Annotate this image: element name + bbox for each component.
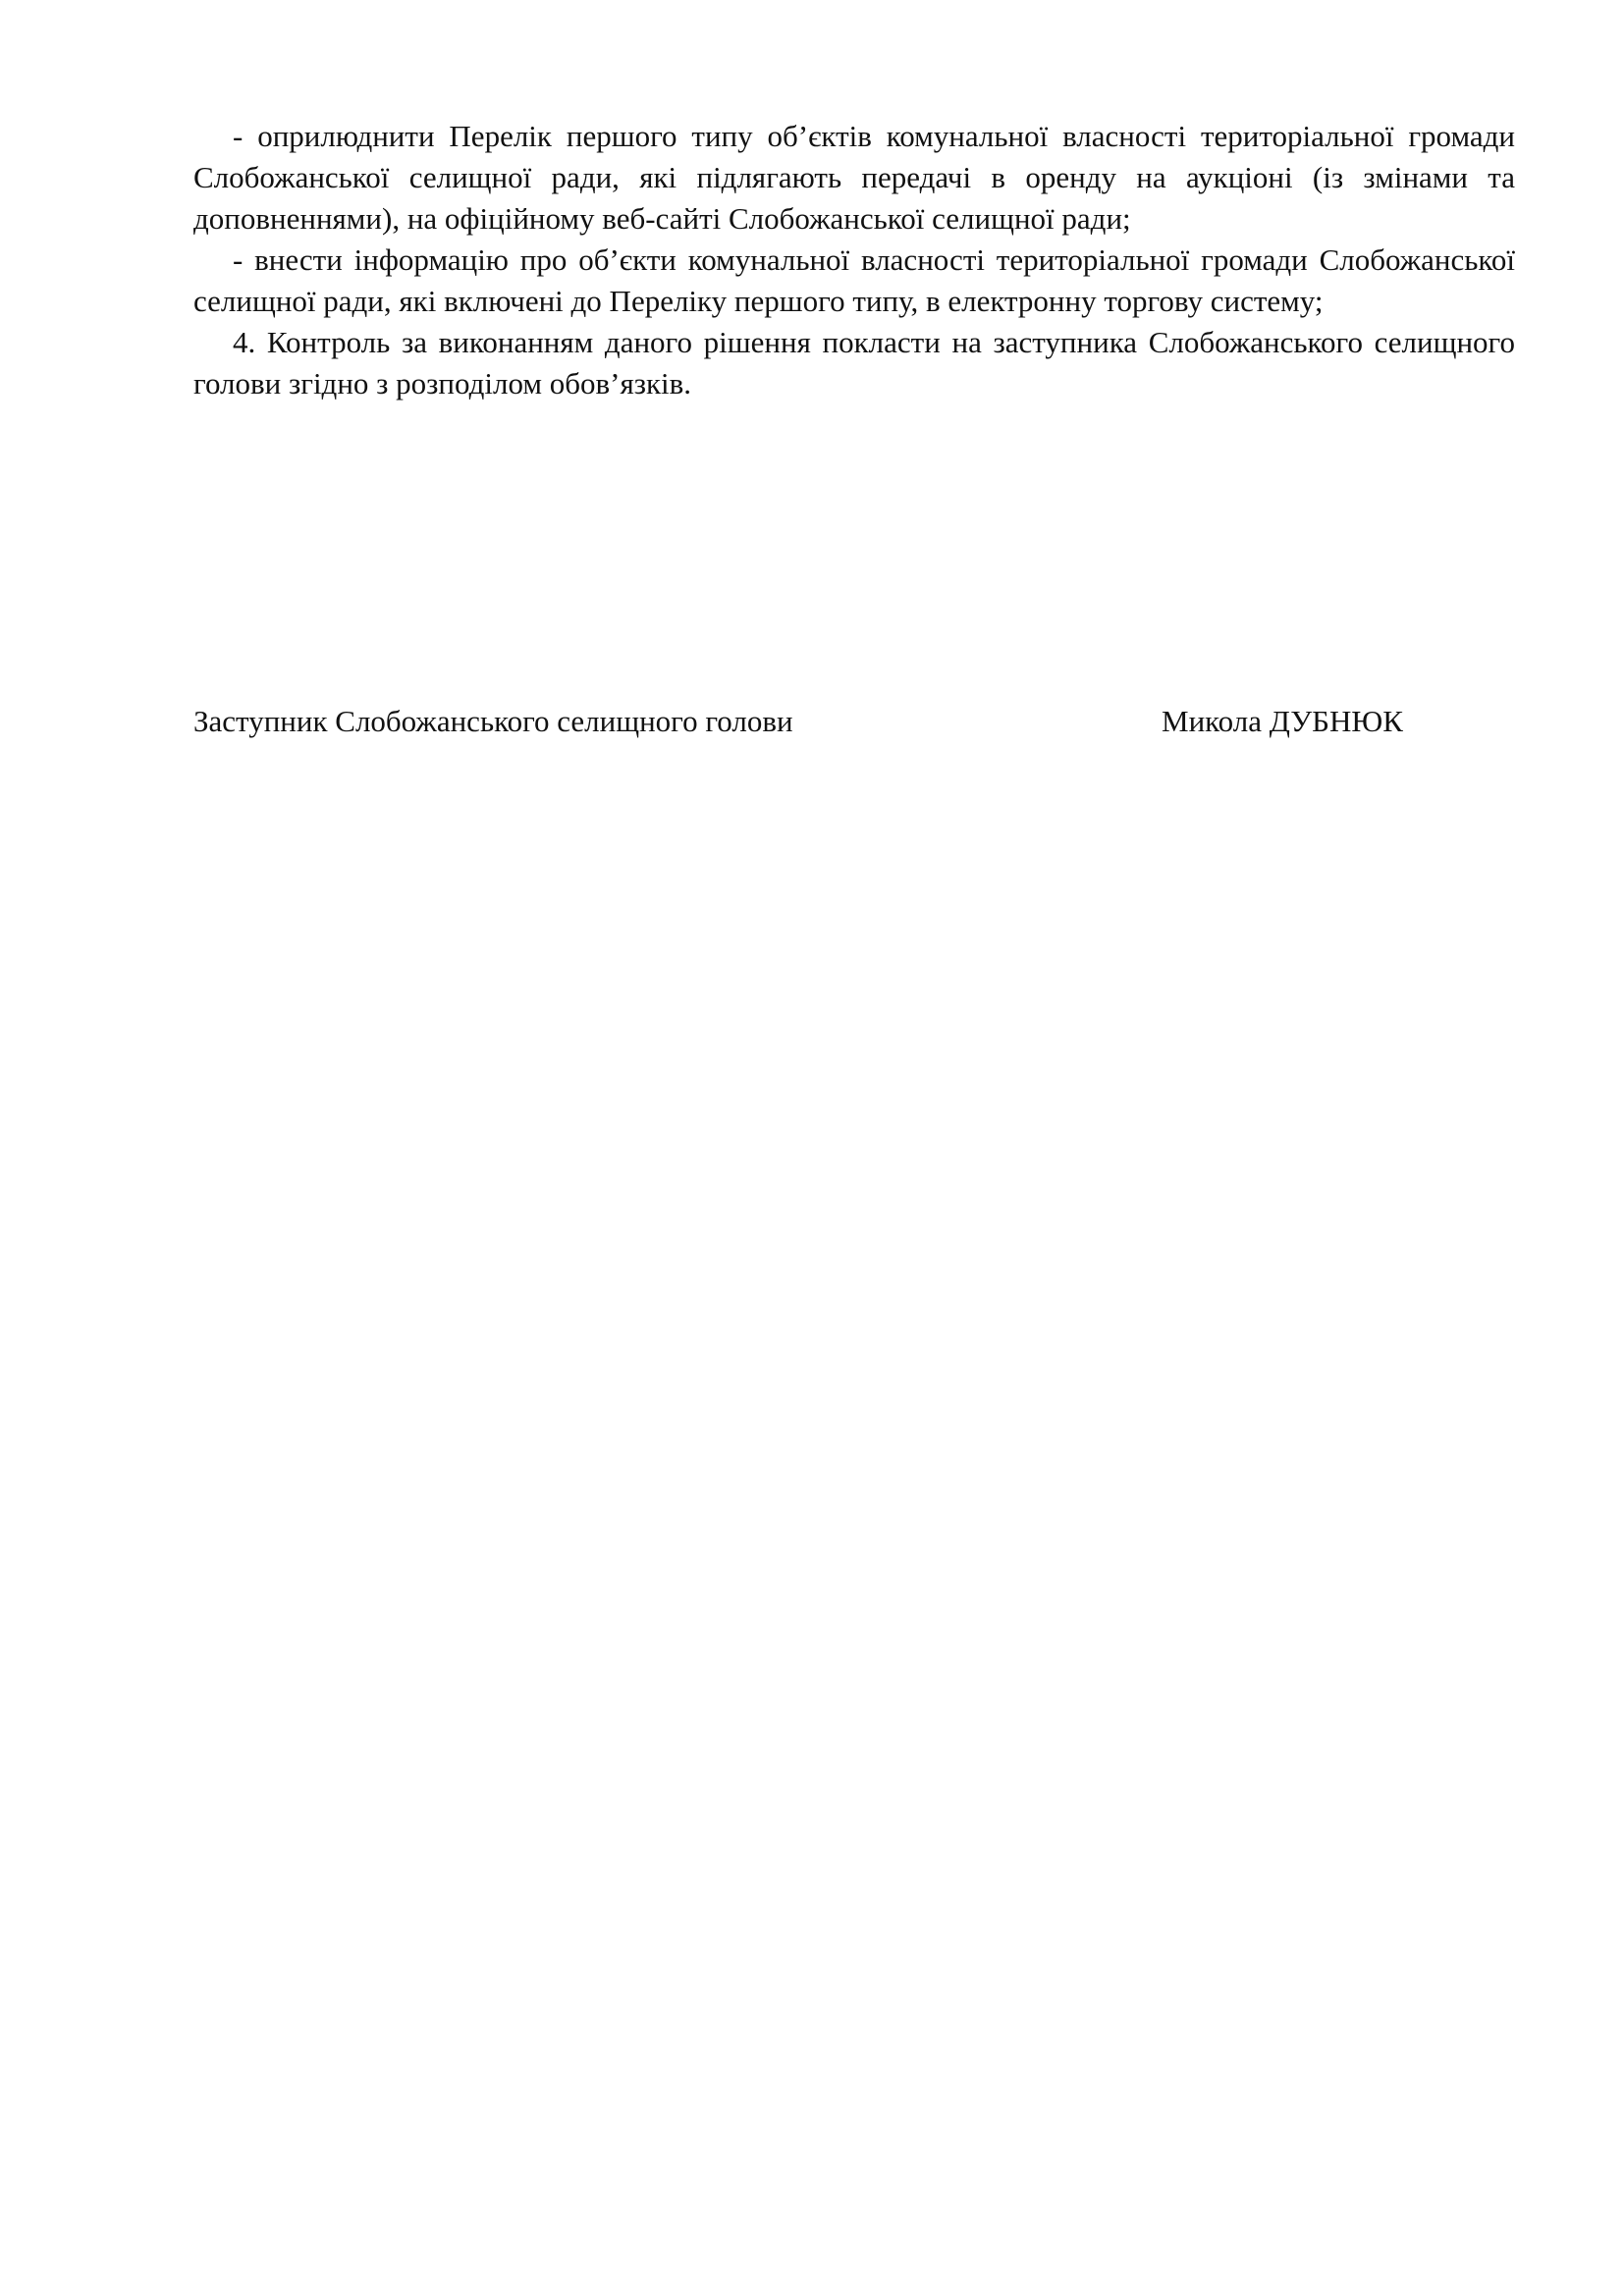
signatory-name: Микола ДУБНЮК — [1162, 704, 1403, 738]
paragraph-publish-list: - оприлюднити Перелік першого типу об’єктів комунальної власності територіальної громади Слобожанської селищної ради, які підлягають передачі в оренду на аукціоні (із змінами та доповненнями), на офіційному веб-сайті Слобожанської селищної ради; — [193, 119, 1515, 236]
paragraph-enter-info: - внести інформацію про об’єкти комунальної власності територіальної громади Слобожанської селищної ради, які включені до Переліку першого типу, в електронну торгову систему; — [193, 242, 1515, 318]
signature-block — [193, 701, 1515, 744]
signatory-position: Заступник Слобожанського селищного голови — [193, 704, 793, 738]
document-body — [193, 116, 1515, 404]
paragraph-control: 4. Контроль за виконанням даного рішення покласти на заступника Слобожанського селищного голови згідно з розподілом обов’язків. — [193, 325, 1515, 400]
